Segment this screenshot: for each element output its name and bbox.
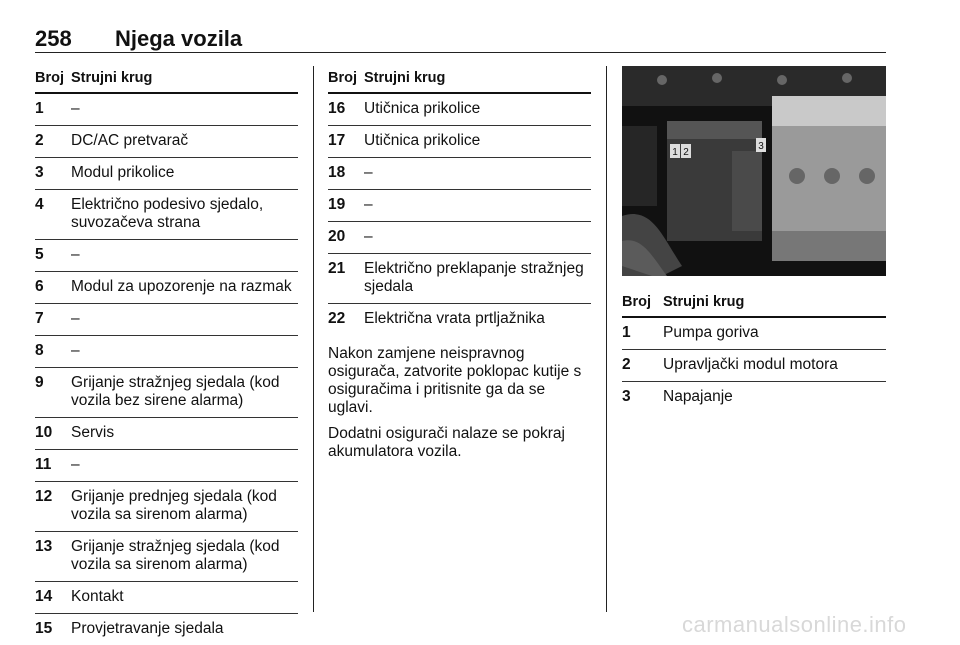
fuse-circuit: –	[71, 304, 298, 336]
table-row	[328, 93, 591, 126]
page-number: 258	[35, 26, 72, 52]
fuse-number: 21	[328, 254, 364, 304]
watermark: carmanualsonline.info	[682, 612, 907, 638]
table-row	[35, 418, 298, 450]
page-header	[35, 26, 886, 53]
header-broj: Broj	[622, 290, 663, 317]
table-row	[35, 482, 298, 532]
fuse-box-photo	[622, 66, 886, 276]
fuse-number: 2	[35, 126, 71, 158]
fuse-circuit: –	[364, 190, 591, 222]
fuse-circuit: Električno podesivo sjedalo, suvozačeva strana	[71, 190, 298, 240]
table-row	[328, 254, 591, 304]
table-row	[328, 126, 591, 158]
fuse-number: 20	[328, 222, 364, 254]
column-divider-right	[606, 66, 607, 612]
table-row	[622, 382, 886, 414]
table-row	[622, 317, 886, 350]
fuse-number: 17	[328, 126, 364, 158]
column-divider-left	[313, 66, 314, 612]
page-title: Njega vozila	[115, 26, 242, 52]
fuse-circuit: –	[71, 336, 298, 368]
fuse-circuit: Utičnica prikolice	[364, 126, 591, 158]
fuse-number: 10	[35, 418, 71, 450]
fuse-circuit: Kontakt	[71, 582, 298, 614]
column-middle	[328, 66, 591, 469]
photo-label-1: 1	[672, 147, 678, 158]
header-broj: Broj	[35, 66, 71, 93]
fuse-circuit: Grijanje stražnjeg sjedala (kod vozila bez sirene alarma)	[71, 368, 298, 418]
fuse-number: 3	[35, 158, 71, 190]
table-row	[328, 304, 591, 336]
column-right	[622, 66, 886, 413]
fuse-number: 18	[328, 158, 364, 190]
table-row	[35, 240, 298, 272]
fuse-table-1	[35, 66, 298, 645]
fuse-circuit: –	[71, 450, 298, 482]
fuse-circuit: Modul prikolice	[71, 158, 298, 190]
note-paragraph-1: Nakon zamjene neispravnog osigurača, zatvorite poklopac kutije s osiguračima i pritisnite ga da se uglavi.	[328, 345, 591, 417]
table-header-row	[622, 290, 886, 317]
table-row	[35, 532, 298, 582]
fuse-number: 7	[35, 304, 71, 336]
table-row	[35, 368, 298, 418]
fuse-circuit: Pumpa goriva	[663, 317, 886, 350]
fuse-circuit: Grijanje prednjeg sjedala (kod vozila sa sirenom alarma)	[71, 482, 298, 532]
note-paragraph-2: Dodatni osigurači nalaze se pokraj akumulatora vozila.	[328, 425, 591, 461]
fuse-number: 13	[35, 532, 71, 582]
fuse-circuit: Grijanje stražnjeg sjedala (kod vozila sa sirenom alarma)	[71, 532, 298, 582]
fuse-number: 19	[328, 190, 364, 222]
fuse-table-1-body	[35, 93, 298, 645]
fuse-table-3	[622, 290, 886, 413]
fuse-number: 22	[328, 304, 364, 336]
table-row	[35, 93, 298, 126]
fuse-circuit: Električno preklapanje stražnjeg sjedala	[364, 254, 591, 304]
fuse-table-3-body	[622, 317, 886, 413]
fuse-number: 16	[328, 93, 364, 126]
fuse-number: 14	[35, 582, 71, 614]
header-strujni-krug: Strujni krug	[71, 66, 298, 93]
fuse-circuit: Napajanje	[663, 382, 886, 414]
fuse-number: 11	[35, 450, 71, 482]
fuse-table-2	[328, 66, 591, 335]
table-row	[328, 190, 591, 222]
fuse-circuit: –	[364, 222, 591, 254]
fuse-circuit: –	[71, 240, 298, 272]
photo-label-3: 3	[758, 141, 764, 152]
fuse-number: 9	[35, 368, 71, 418]
fuse-circuit: –	[71, 93, 298, 126]
table-row	[35, 336, 298, 368]
fuse-number: 15	[35, 614, 71, 645]
fuse-circuit: Upravljački modul motora	[663, 350, 886, 382]
table-row	[35, 582, 298, 614]
header-strujni-krug: Strujni krug	[364, 66, 591, 93]
fuse-number: 2	[622, 350, 663, 382]
fuse-number: 12	[35, 482, 71, 532]
table-row	[35, 158, 298, 190]
table-header-row	[328, 66, 591, 93]
fuse-number: 4	[35, 190, 71, 240]
fuse-number: 6	[35, 272, 71, 304]
fuse-number: 1	[35, 93, 71, 126]
table-row	[35, 190, 298, 240]
fuse-box-illustration	[622, 66, 886, 276]
table-row	[35, 272, 298, 304]
header-strujni-krug: Strujni krug	[663, 290, 886, 317]
fuse-number: 1	[622, 317, 663, 350]
table-row	[35, 450, 298, 482]
fuse-circuit: Servis	[71, 418, 298, 450]
table-row	[622, 350, 886, 382]
fuse-circuit: Provjetravanje sjedala	[71, 614, 298, 645]
column-left	[35, 66, 298, 645]
fuse-number: 3	[622, 382, 663, 414]
fuse-circuit: –	[364, 158, 591, 190]
table-row	[35, 614, 298, 645]
fuse-table-2-body	[328, 93, 591, 335]
fuse-number: 5	[35, 240, 71, 272]
notes	[328, 345, 591, 461]
table-row	[328, 158, 591, 190]
table-header-row	[35, 66, 298, 93]
photo-label-2: 2	[683, 147, 689, 158]
fuse-circuit: Utičnica prikolice	[364, 93, 591, 126]
table-row	[328, 222, 591, 254]
fuse-circuit: Električna vrata prtljažnika	[364, 304, 591, 336]
table-row	[35, 304, 298, 336]
table-row	[35, 126, 298, 158]
header-broj: Broj	[328, 66, 364, 93]
fuse-circuit: DC/AC pretvarač	[71, 126, 298, 158]
fuse-number: 8	[35, 336, 71, 368]
fuse-circuit: Modul za upozorenje na razmak	[71, 272, 298, 304]
